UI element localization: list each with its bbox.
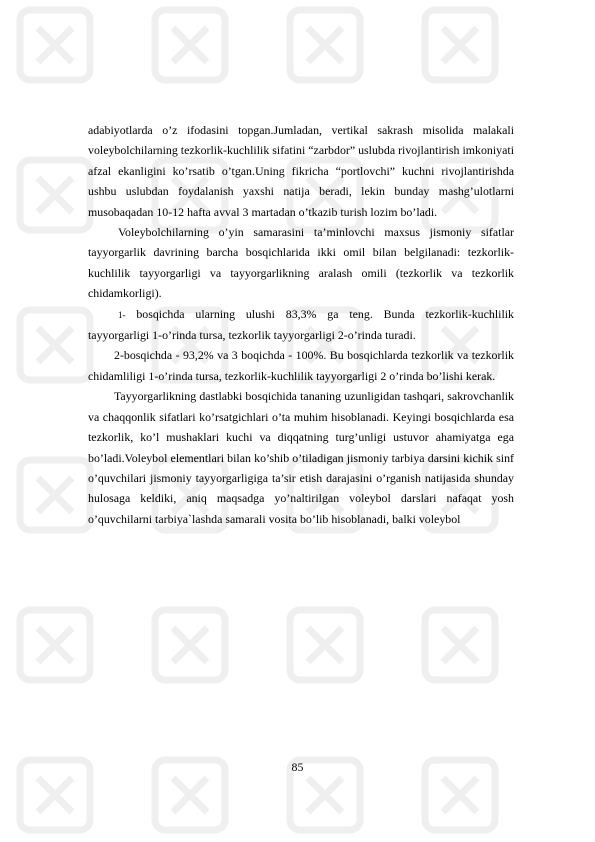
paragraph-3 [88,304,514,346]
paragraph-2: Voleybolchilarning o’yin samarasini ta’minlovchi maxsus jismoniy sifatlar tayyorgarlik davrining barcha bosqichlarida ikki omil bilan belgilanadi: tezkorlik-kuchlilik tayyorgarligi va tayyorgarlikning aralash omili (tezkorlik va tezkorlik chidamkorligi). [88,225,514,301]
list-marker: 1- [118,309,126,320]
paragraph-1: adabiyotlarda o’z ifodasini topgan.Jumladan, vertikal sakrash misolida malakali voleybolchilarning tezkorlik-kuchlilik sifatini “zarbdor” uslubda rivojlantirish imkoniyati afzal ekanligini ko’rsatib o’tgan.Uning fikricha “portlovchi” kuchni rivojlantirishda ushbu uslubdan foydalanish yaxshi natija beradi, lekin bunday mashg’ulotlarni musobaqadan 10-12 hafta avval 3 martadan o’tkazib turish lozim bo’ladi. [88,123,514,219]
paragraph-4: 2-bosqichda - 93,2% va 3 boqichda - 100%. Bu bosqichlarda tezkorlik va tezkorlik chidamliligi 1-o’rinda tursa, tezkorlik-kuchlilik tayyorgarligi 2 o’rinda bo’lishi kerak. [88,348,514,383]
paragraph-3-text: bosqichda ularning ulushi 83,3% ga teng. Bunda tezkorlik-kuchlilik tayyorgarligi 1-o’rinda tursa, tezkorlik tayyorgarligi 2-o’rinda turadi. [88,306,514,343]
paragraph-5: Tayyorgarlikning dastlabki bosqichida tananing uzunligidan tashqari, sakrovchanlik va chaqqonlik sifatlari ko’rsatgichlari o’ta muhim hisoblanadi. Keyingi bosqichlarda esa tezkorlik, ko’l mushaklari kuchi va diqqatning turg’unligi ustuvor ahamiyatga ega bo’ladi.Voleybol elementlari bilan ko’shib o’tiladigan jismoniy tarbiya darsini kichik sinf o’quvchilari jismoniy tayyorgarligiga ta’sir etish darajasini o’rganish natijasida shunday hulosaga keldiki, aniq maqsadga yo’naltirilgan voleybol darslari nafaqat yosh o’quvchilarni tarbiya`lashda samarali vosita bo’lib hisoblanadi, balki voleybol [88,389,514,526]
page-number: 85 [291,760,304,774]
document-body [88,120,514,529]
